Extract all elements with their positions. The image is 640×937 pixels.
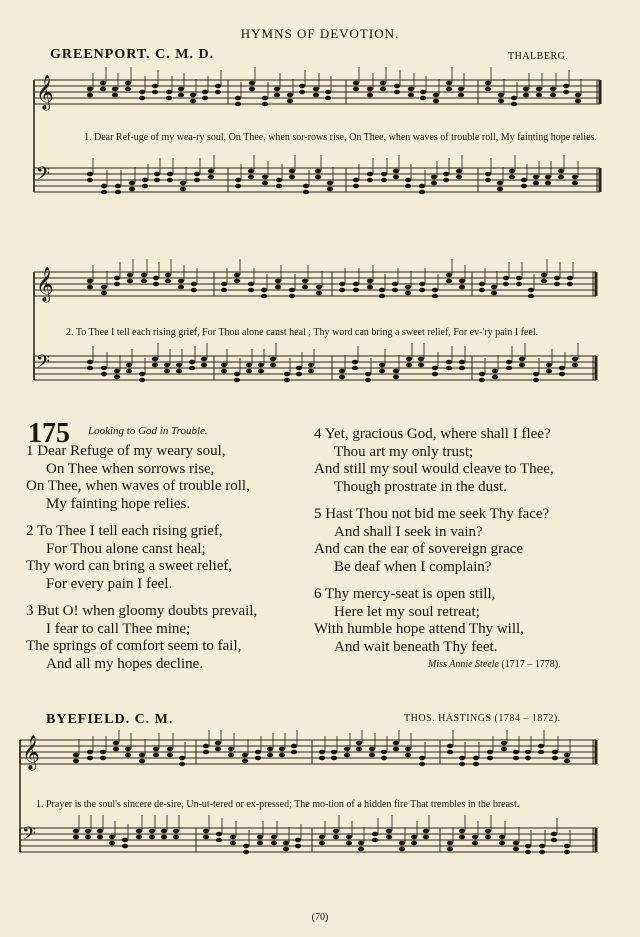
- verse-line: 5 Hast Thou not bid me seek Thy face?: [314, 506, 550, 522]
- treble-clef-icon: 𝄞: [36, 267, 54, 302]
- author-credit: [428, 659, 561, 670]
- treble-clef-icon: 𝄞: [36, 75, 54, 110]
- author-dates: (1717 – 1778).: [501, 659, 561, 670]
- composer-greenport: THALBERG.: [508, 51, 569, 62]
- verse-line: My fainting hope relies.: [46, 495, 191, 512]
- lyrics-system-1: 1. Dear Ref-uge of my wea-ry soul, On Thee, when sor-rows rise, On Thee, when waves of trouble roll, My fainting hope relies.: [84, 132, 597, 143]
- tune-name-greenport: GREENPORT. C. M. D.: [50, 47, 215, 62]
- running-header: HYMNS OF DEVOTION.: [240, 26, 400, 41]
- verse-line: Be deaf when I complain?: [334, 558, 492, 575]
- hymn-title: Looking to God in Trouble.: [88, 425, 208, 437]
- verse-line: The springs of comfort seem to fail,: [26, 638, 242, 654]
- verse-line: With humble hope attend Thy will,: [314, 621, 524, 637]
- hymn-number: 175: [28, 418, 70, 449]
- composer-byefield: THOS. HASTINGS (1784 – 1872).: [404, 713, 561, 724]
- lyrics-system-3: 1. Prayer is the soul's sincere de-sire, Un-ut-tered or ex-pressed; The mo-tion of a hidden fire That trembles in the breast.: [36, 799, 520, 810]
- verse-line: 3 But O! when gloomy doubts prevail,: [26, 603, 258, 619]
- verse-line: I fear to call Thee mine;: [46, 620, 191, 637]
- verse-line: And still my soul would cleave to Thee,: [314, 461, 554, 477]
- stanza: [26, 523, 306, 593]
- treble-clef-icon: 𝄞: [22, 735, 40, 770]
- verse-line: And shall I seek in vain?: [334, 523, 483, 540]
- stanza: [314, 586, 614, 656]
- verse-line: And all my hopes decline.: [46, 655, 204, 672]
- verses-right-column: [314, 426, 614, 666]
- verse-line: On Thee, when waves of trouble roll,: [26, 478, 250, 494]
- music-system-3: [0, 730, 640, 902]
- page-number: (70): [311, 912, 329, 923]
- verse-line: Thy word can bring a sweet relief,: [26, 558, 233, 574]
- stanza: [26, 443, 306, 513]
- verse-line: Though prostrate in the dust.: [334, 478, 507, 495]
- verses-left-column: [26, 443, 306, 683]
- bass-clef-icon: 𝄢: [36, 352, 51, 377]
- verse-line: 6 Thy mercy-seat is open still,: [314, 586, 496, 602]
- lyrics-system-2: 2. To Thee I tell each rising grief, For Thou alone canst heal ; Thy word can bring a sweet relief, For ev-'ry pain I feel.: [66, 327, 539, 338]
- bass-clef-icon: 𝄢: [36, 164, 51, 189]
- verse-line: And wait beneath Thy feet.: [334, 638, 498, 655]
- stanza: [26, 603, 306, 673]
- tune-name-byefield: BYEFIELD. C. M.: [46, 712, 174, 727]
- stanza: [314, 426, 614, 496]
- stanza: [314, 506, 614, 576]
- verse-line: And can the ear of sovereign grace: [314, 541, 524, 557]
- verse-line: 4 Yet, gracious God, where shall I flee?: [314, 426, 551, 442]
- verse-line: 2 To Thee I tell each rising grief,: [26, 523, 223, 539]
- verse-line: For every pain I feel.: [46, 575, 173, 592]
- bass-clef-icon: 𝄢: [22, 824, 37, 849]
- verse-line: Here let my soul retreat;: [334, 603, 480, 620]
- verse-line: For Thou alone canst heal;: [46, 540, 206, 557]
- verse-line: 1 Dear Refuge of my weary soul,: [26, 443, 226, 459]
- verse-line: Thou art my only trust;: [334, 443, 474, 460]
- verse-line: On Thee when sorrows rise,: [46, 460, 215, 477]
- author-name: Miss Annie Steele: [428, 659, 499, 670]
